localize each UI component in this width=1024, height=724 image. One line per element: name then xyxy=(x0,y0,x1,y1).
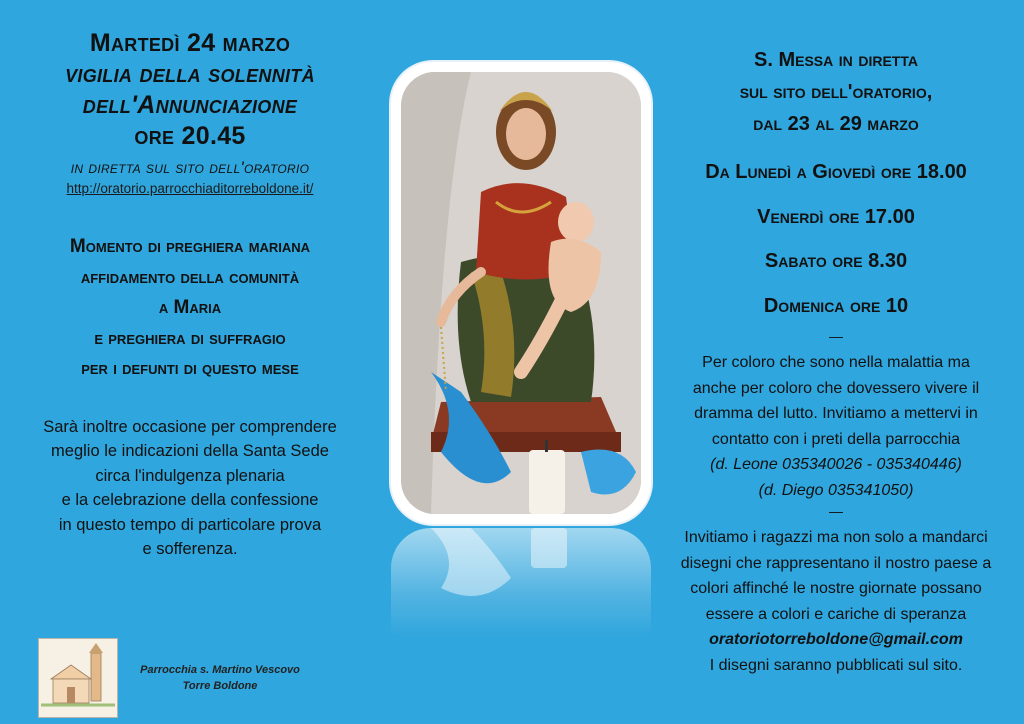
paragraph-line: Sarà inoltre occasione per comprendere xyxy=(43,417,337,436)
prayer-line: Momento di preghiera mariana xyxy=(69,236,311,257)
oratorio-link[interactable]: http://oratorio.parrocchiaditorreboldone.it/ xyxy=(66,181,314,196)
paragraph-line: anche per coloro che dovessero vivere il xyxy=(692,379,980,397)
paragraph-line: Per coloro che sono nella malattia ma xyxy=(702,354,970,371)
paragraph-line: dramma del lutto. Invitiamo a mettervi in xyxy=(694,405,978,422)
paragraph-line: colori affinché le nostre giornate possano xyxy=(690,580,982,597)
paragraph-line: circa l'indulgenza plenaria xyxy=(95,466,285,485)
contact-diego: (d. Diego 035341050) xyxy=(758,481,914,499)
madonna-statue-illustration xyxy=(401,72,641,514)
prayer-block xyxy=(8,232,372,385)
schedule-friday: Venerdì ore 17.00 xyxy=(757,205,915,228)
email-address[interactable]: oratoriotorreboldone@gmail.com xyxy=(709,631,963,648)
mass-heading-line: sul sito dell'oratorio, xyxy=(739,81,933,103)
left-column xyxy=(8,28,372,562)
paragraph-line: e la celebrazione della confessione xyxy=(61,491,319,509)
prayer-line: a Maria xyxy=(158,297,222,318)
prayer-line: affidamento della comunità xyxy=(80,266,300,288)
paragraph-line: Invitiamo i ragazzi ma non solo a mandarci xyxy=(684,529,988,546)
prayer-line: e preghiera di suffragio xyxy=(94,327,286,349)
parish-name xyxy=(118,662,322,694)
illness-paragraph xyxy=(650,350,1022,503)
madonna-photo-frame xyxy=(391,62,651,524)
right-column xyxy=(650,44,1022,678)
mass-heading-line: S. Messa in diretta xyxy=(754,49,918,71)
photo-reflection xyxy=(391,528,651,638)
paragraph-line: meglio le indicazioni della Santa Sede xyxy=(51,442,329,460)
schedule-sunday: Domenica ore 10 xyxy=(763,294,909,317)
paragraph-line: in questo tempo di particolare prova xyxy=(58,515,322,534)
parish-logo xyxy=(38,638,118,718)
event-annunciation: dell'Annunciazione xyxy=(82,91,298,119)
paragraph-line: e sofferenza. xyxy=(142,540,238,558)
event-date: Martedì 24 marzo xyxy=(89,29,291,57)
reflection-illustration xyxy=(391,528,651,638)
madonna-statue-photo xyxy=(401,72,641,514)
indulgence-paragraph xyxy=(8,415,372,562)
event-vigil: vigilia della solennità xyxy=(65,60,315,88)
parish-town: Torre Boldone xyxy=(182,680,258,692)
drawings-paragraph xyxy=(650,525,1022,678)
schedule-saturday: Sabato ore 8.30 xyxy=(764,250,908,272)
event-time: ore 20.45 xyxy=(134,122,246,150)
paragraph-line: essere a colori e cariche di speranza xyxy=(705,605,967,623)
church-drawing-icon xyxy=(39,639,117,717)
mass-heading xyxy=(650,44,1022,140)
mass-schedule xyxy=(650,150,1022,328)
contact-leone: (d. Leone 035340026 - 035340446) xyxy=(710,456,962,473)
paragraph-line: disegni che rappresentano il nostro paese a xyxy=(680,554,992,572)
separator-dash: — xyxy=(829,328,843,344)
separator-dash: — xyxy=(829,503,843,519)
schedule-weekdays: Da Lunedì a Giovedì ore 18.00 xyxy=(705,161,967,183)
paragraph-line: contatto con i preti della parrocchia xyxy=(711,430,961,448)
prayer-line: per i defunti di questo mese xyxy=(81,358,299,379)
mass-heading-line: dal 23 al 29 marzo xyxy=(753,113,919,135)
closing-line: I disegni saranno pubblicati sul sito. xyxy=(709,656,963,674)
parish-line: Parrocchia s. Martino Vescovo xyxy=(140,664,300,676)
live-notice: in diretta sul sito dell'oratorio xyxy=(70,158,310,177)
